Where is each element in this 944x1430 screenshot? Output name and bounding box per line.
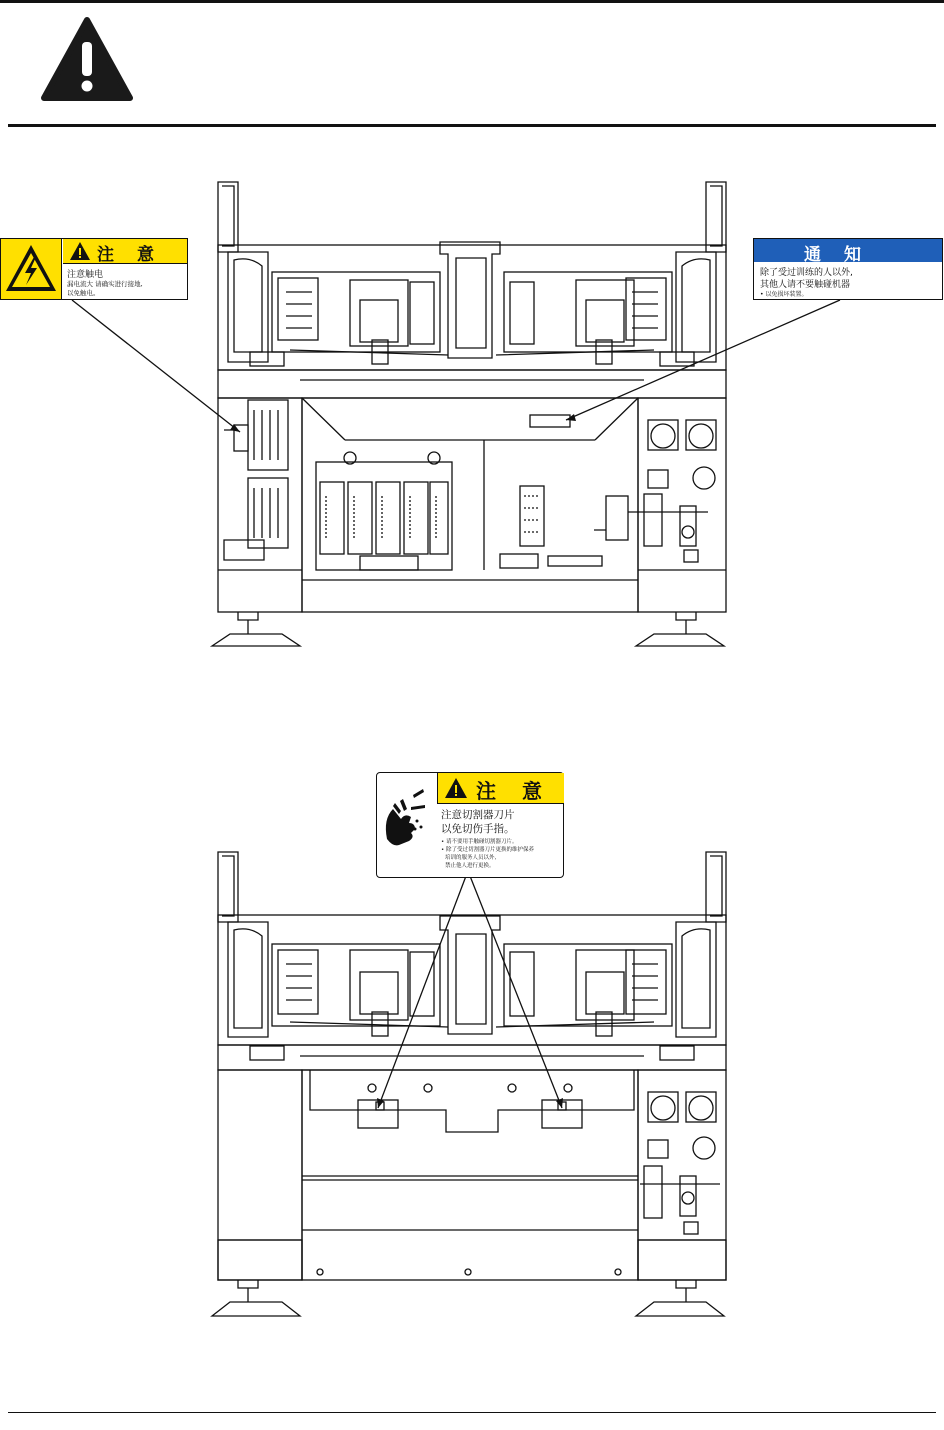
caution-electric-line1: 注意触电 [67,270,104,280]
caution-electric-label [0,238,188,300]
bottom-rule [8,1412,936,1413]
warning-triangle-icon [0,0,944,140]
notice-line3: • 以免损坏装置。 [760,291,808,298]
caution-cutter-line3: • 请不要用手触碰切割器刀片。 [441,839,518,845]
caution-cutter-line5: 培训的服务人员以外, [445,855,497,861]
notice-header: 通 知 [754,239,942,262]
caution-electric-line3: 以免触电。 [67,289,100,297]
caution-cutter-line2: 以免切伤手指。 [441,823,515,835]
notice-line2: 其他人请不要触碰机器 [760,280,851,290]
caution-cutter-line1: 注意切割器刀片 [441,809,515,821]
caution-electric-line2: 漏电流大 请确实进行接地, [67,280,143,288]
caution-cutter-header: 注 意 [437,773,564,804]
electric-shock-icon [1,239,62,299]
header-rule [8,124,936,127]
top-rule [0,0,944,3]
caution-cutter-line4: • 除了受过切割器刀片更换的维护保养 [441,847,534,853]
notice-line1: 除了受过训练的人以外, [760,268,853,278]
notice-label [753,238,943,300]
caution-cutter-label [376,772,564,878]
caution-electric-header: 注 意 [63,239,187,264]
caution-cutter-line6: 禁止他人进行更换。 [445,863,495,869]
hand-cut-icon [377,773,437,877]
